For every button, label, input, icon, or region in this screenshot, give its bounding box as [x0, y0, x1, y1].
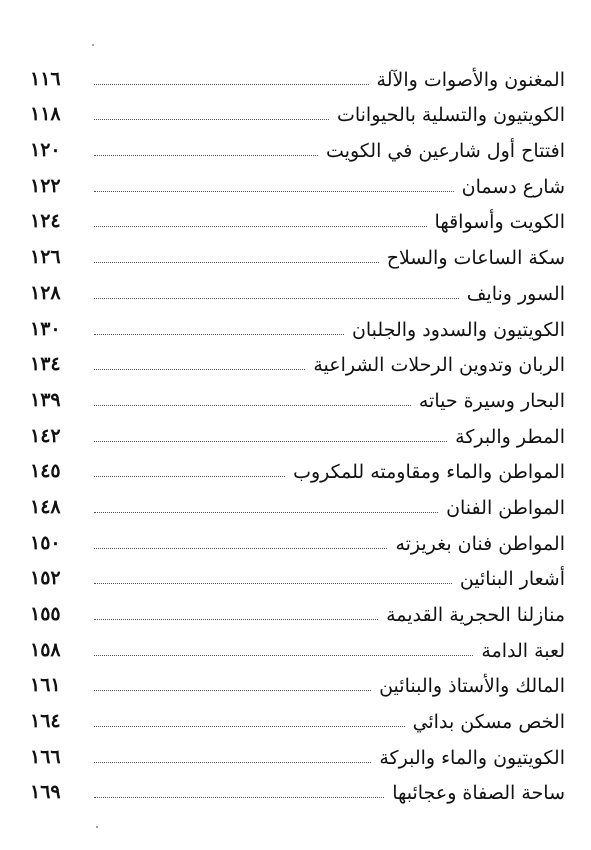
toc-entry: [30, 593, 565, 629]
toc-entry-title: الكويتيون والتسلية بالحيوانات: [336, 104, 565, 127]
table-of-contents: [30, 58, 565, 807]
toc-entry: [30, 94, 565, 130]
toc-page-number: ١١٨: [30, 103, 61, 126]
toc-page-number: ١٤٢: [30, 424, 61, 447]
toc-entry-title: السور ونايف: [466, 282, 565, 305]
toc-entry: [30, 344, 565, 380]
toc-entry: [30, 772, 565, 808]
toc-entry: [30, 665, 565, 701]
toc-entry: [30, 308, 565, 344]
dot-leader: [94, 762, 371, 763]
toc-page-number: ١٥٥: [30, 603, 61, 625]
dot-leader: [94, 369, 305, 370]
toc-page-number: ١٥٠: [30, 531, 61, 554]
toc-entry-title: الربان وتدوين الرحلات الشراعية: [313, 354, 565, 377]
toc-entry-title: المطر والبركة: [455, 425, 565, 448]
toc-page-number: ١٢٦: [30, 246, 61, 269]
toc-entry-title: أشعار البنائين: [459, 568, 565, 591]
dot-leader: [94, 226, 427, 227]
toc-page-number: ١١٦: [30, 67, 61, 90]
toc-entry-title: المواطن فنان بغريزته: [395, 532, 565, 555]
toc-entry: [30, 736, 565, 772]
toc-entry: [30, 379, 565, 415]
toc-page-number: ١٤٨: [30, 495, 61, 518]
toc-entry: [30, 129, 565, 165]
toc-entry: [30, 522, 565, 558]
dot-leader: [94, 155, 318, 156]
paper-speck: [96, 826, 98, 828]
toc-entry-title: الكويتيون والسدود والجلبان: [351, 318, 565, 341]
dot-leader: [94, 191, 454, 192]
toc-page-number: ١٦٦: [30, 745, 61, 768]
toc-page-number: ١٥٢: [30, 567, 61, 590]
toc-page-number: ١٢٤: [30, 210, 61, 233]
toc-entry: [30, 415, 565, 451]
dot-leader: [94, 405, 411, 406]
dot-leader: [94, 690, 371, 691]
toc-entry: [30, 201, 565, 237]
toc-entry: [30, 700, 565, 736]
toc-page-number: ١٦٤: [30, 710, 61, 733]
toc-entry: [30, 272, 565, 308]
toc-entry: [30, 558, 565, 594]
toc-entry-title: المالك والأستاذ والبنائين: [379, 675, 565, 698]
toc-entry-title: الكويتيون والماء والبركة: [379, 746, 565, 769]
toc-entry-title: المغنون والأصوات والآلة: [376, 68, 565, 91]
toc-entry-title: الكويت وأسواقها: [434, 211, 565, 234]
toc-entry-title: الخص مسكن بدائي: [412, 711, 565, 734]
toc-entry: [30, 165, 565, 201]
toc-page-number: ١٢٢: [30, 174, 61, 197]
dot-leader: [94, 548, 387, 549]
toc-entry: [30, 629, 565, 665]
dot-leader: [94, 726, 405, 727]
toc-page-number: ١٢٠: [30, 139, 61, 162]
toc-entry-title: افتتاح أول شارعين في الكويت: [326, 140, 565, 163]
dot-leader: [94, 583, 452, 584]
toc-entry-title: المواطن والماء ومقاومته للمكروب: [293, 461, 565, 484]
toc-entry-title: شارع دسمان: [461, 175, 565, 198]
toc-entry: [30, 451, 565, 487]
dot-leader: [94, 476, 285, 477]
dot-leader: [94, 512, 438, 513]
dot-leader: [94, 619, 378, 620]
toc-entry-title: لعبة الدامة: [481, 639, 565, 662]
toc-entry-title: البحار وسيرة حياته: [418, 389, 565, 412]
toc-page-number: ١٣٩: [30, 388, 61, 411]
toc-page-number: ١٣٠: [30, 317, 61, 340]
dot-leader: [94, 262, 379, 263]
toc-page-number: ١٦٩: [30, 781, 61, 804]
dot-leader: [94, 441, 447, 442]
dot-leader: [94, 298, 459, 299]
paper-speck: [92, 44, 94, 46]
toc-page-number: ١٥٨: [30, 638, 61, 661]
dot-leader: [94, 655, 473, 656]
dot-leader: [94, 797, 384, 798]
toc-entry-title: المواطن الفنان: [446, 496, 565, 519]
toc-entry-title: منازلنا الحجرية القديمة: [386, 604, 565, 626]
dot-leader: [94, 84, 369, 85]
toc-entry-title: سكة الساعات والسلاح: [386, 247, 565, 270]
toc-entry-title: ساحة الصفاة وعجائبها: [392, 782, 565, 805]
dot-leader: [94, 334, 344, 335]
dot-leader: [94, 119, 329, 120]
toc-page-number: ١٦١: [30, 674, 61, 697]
toc-page-number: ١٤٥: [30, 460, 61, 483]
toc-entry: [30, 58, 565, 94]
toc-page-number: ١٣٤: [30, 353, 61, 376]
toc-page-number: ١٢٨: [30, 281, 61, 304]
toc-entry: [30, 236, 565, 272]
toc-entry: [30, 486, 565, 522]
